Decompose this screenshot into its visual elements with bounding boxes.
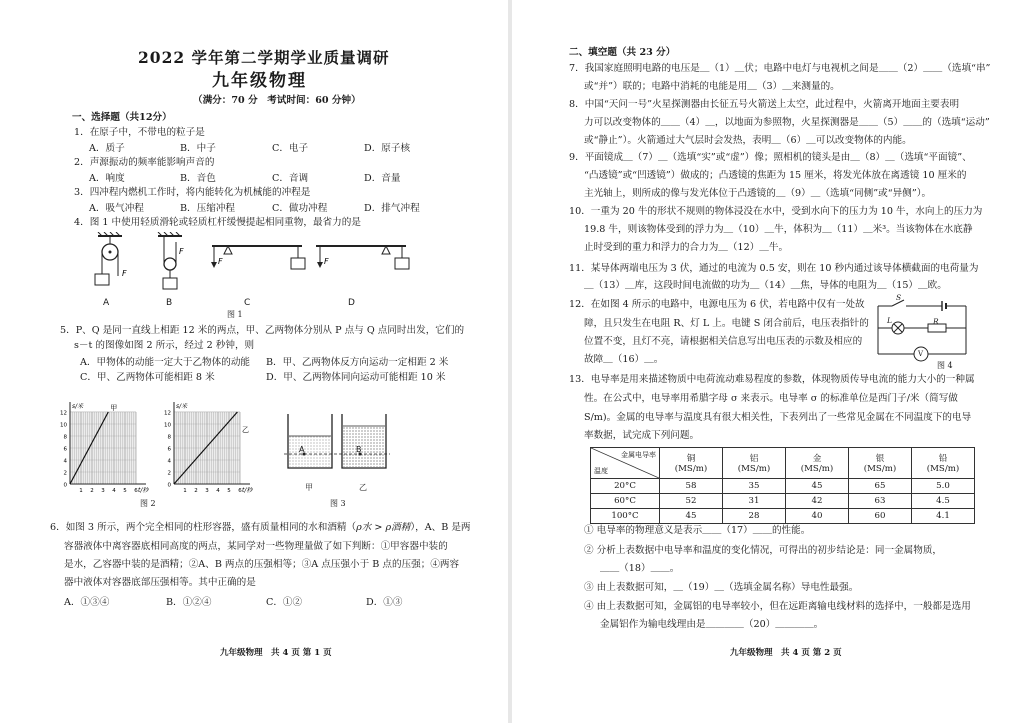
section-title-choice: 一、选择题（共12分） [72,112,172,123]
x-tick-label: 6 [238,488,242,494]
svg-text:F: F [324,257,329,266]
question-4-stem: 4．图 1 中使用轻质滑轮或轻质杠杆缓慢提起相同重物，最省力的是 [74,217,361,228]
col-header-silver: 银 (MS/m) [849,448,912,479]
question-11-line-1: 11．某导体两端电压为 3 伏，通过的电流为 0.5 安，则在 10 秒内通过该导体横截面的电荷量为 [569,263,979,274]
y-tick-label: 12 [60,410,67,417]
y-tick-label: 8 [63,434,67,441]
x-tick-label: 3 [205,488,209,494]
y-tick-label: 6 [63,446,67,453]
table-cell: 28 [723,509,786,524]
exam-page-2 [512,0,1024,723]
q3-option-b: B．压缩冲程 [180,203,236,214]
x-tick-label: 2 [90,488,94,494]
table-cell: 4.5 [912,494,975,509]
question-7-line-2: 或“并”）联的；电路中消耗的电能是用＿（3）＿来测量的。 [584,81,840,92]
table-cell: 4.1 [912,509,975,524]
table-cell: 35 [723,479,786,494]
question-10-line-1: 10．一重为 20 牛的形状不规则的物体浸没在水中，受到水向下的压力为 10 牛，水向上的压力为 [569,206,983,217]
table-cell: 65 [849,479,912,494]
x-axis-label: t/秒 [138,487,149,494]
question-11-line-2: ＿（13）＿库，这段时间电流做的功为＿（14）＿焦，导体的电阻为＿（15）＿欧。 [584,280,947,291]
y-tick-label: 10 [60,422,67,429]
q13-sub-1: ① 电导率的物理意义是表示＿＿（17）＿＿的性能。 [584,525,811,536]
y-tick-label: 10 [164,422,171,429]
q1-option-b: B．中子 [180,143,216,154]
question-13-line-1: 13．电导率是用来描述物质中电荷流动难易程度的参数，体现物质传导电流的能力大小的一种属 [569,374,975,385]
row-temp: 100°C [591,509,660,524]
table-cell: 42 [786,494,849,509]
q1-option-d: D．原子核 [364,143,411,154]
y-tick-label: 12 [164,410,171,417]
container-jia [288,414,332,468]
circuit-label-v: V [918,350,924,358]
q3-option-c: C．做功冲程 [272,203,328,214]
fig3-label-yi: 乙 [359,483,367,492]
q13-sub-2-line-1: ② 分析上表数据中电导率和温度的变化情况，可得出的初步结论是：同一金属物质， [584,545,943,556]
question-13-line-4: 率数据，试完成下列问题。 [584,430,700,441]
fig1-label-b: B [166,298,173,308]
question-10-line-2: 19.8 牛，则该物体受到的浮力为＿（10）＿牛，体积为＿（11）＿米³。当该物体在水底静 [584,224,973,235]
question-6-line-4: 器中液体对容器底部压强相等。其中正确的是 [64,577,256,588]
question-9-line-3: 主光轴上，则所成的像与发光体位于凸透镜的＿（9）＿（选填“同侧”或“异侧”）。 [584,188,932,199]
circuit-label-s: S [896,293,902,302]
y-tick-label: 8 [167,434,171,441]
y-tick-label: 0 [167,482,171,489]
question-8-line-1: 8．中国“天问一号”火星探测器由长征五号火箭送上太空，此过程中，火箭离开地面主要表明 [569,99,960,110]
circuit-label-r: R [933,317,939,326]
fig1-label-a: A [103,298,110,308]
x-tick-label: 5 [227,488,231,494]
question-6-line-1: 6．如图 3 所示，两个完全相同的柱形容器，盛有质量相同的水和酒精（ρ水 > ρ酒精），A、B 是两 [50,522,471,533]
figure-3-containers [280,412,400,484]
q3-option-d: D．排气冲程 [364,203,420,214]
y-tick-label: 4 [63,458,67,465]
fig1-option-b [158,232,184,289]
conductivity-table [590,447,975,524]
fig1-label-c: C [244,298,251,308]
x-tick-label: 4 [112,488,116,494]
x-tick-label: 1 [183,488,187,494]
question-13-line-3: S/m)。金属的电导率与温度具有很大相关性，下表列出了一些常见金属在不同温度下的电导 [584,412,972,423]
table-cell: 40 [786,509,849,524]
figure-4-circuit [870,292,974,372]
x-tick-label: 4 [216,488,220,494]
section-title-fill: 二、填空题（共 23 分） [569,47,676,58]
x-tick-label: 2 [194,488,198,494]
x-tick-label: 1 [79,488,83,494]
exam-info: （满分：70 分 考试时间：60 分钟） [193,95,361,106]
question-9-line-2: “凸透镜”或“凹透镜”）做成的；凸透镜的焦距为 15 厘米，将发光体放在离透镜 10 厘米的 [584,170,967,181]
q5-option-d: D．甲、乙两物体同向运动可能相距 10 米 [266,372,446,383]
exam-title: 2022 学年第二学期学业质量调研 [138,48,390,67]
table-cell: 31 [723,494,786,509]
question-8-line-3: 或“静止”）。火箭通过大气层时会发热，表明＿（6）＿可以改变物体的内能。 [584,135,912,146]
y-tick-label: 0 [63,482,67,489]
y-tick-label: 6 [167,446,171,453]
q5-option-a: A．甲物体的动能一定大于乙物体的动能 [80,357,251,368]
q13-sub-4-line-2: 金属铝作为输电线理由是＿＿＿＿（20）＿＿＿＿。 [600,619,824,630]
question-10-line-3: 止时受到的重力和浮力的合力为＿（12）＿牛。 [584,242,789,253]
col-header-copper: 铜 (MS/m) [660,448,723,479]
table-cell: 52 [660,494,723,509]
question-5-line-1: 5．P、Q 是同一直线上相距 12 米的两点，甲、乙两物体分别从 P 点与 Q 点同时出发，它们的 [60,325,465,336]
container-yi [342,414,386,468]
col-header-lead: 铅 (MS/m) [912,448,975,479]
figure-2-st-graphs [56,394,268,498]
x-tick-label: 5 [123,488,127,494]
y-axis-label: s/米 [176,403,188,410]
question-13-line-2: 性。在公式中，电导率用希腊字母 σ 来表示。电导率 σ 的标准单位是西门子/米（简写做 [584,393,958,404]
col-header-gold: 金 (MS/m) [786,448,849,479]
question-8-line-2: 力可以改变物体的＿＿（4）＿，以地面为参照物，火星探测器是＿＿（5）＿＿的（选填“运动” [584,117,990,128]
row-temp: 60°C [591,494,660,509]
x-tick-label: 6 [134,488,138,494]
q6-option-c: C．①② [266,597,303,608]
fig3-point-b: B [356,445,362,454]
question-12-line-3: 位置不变，且灯不亮，请根据相关信息写出电压表的示数及相应的 [584,336,863,347]
question-6-line-3: 是水，乙容器中装的是酒精；②A、B 两点的压强相等；③A 点压强小于 B 点的压强；④两容 [64,559,460,570]
fig3-label-jia: 甲 [305,483,313,492]
fig3-point-a: A [299,445,305,454]
table-cell: 5.0 [912,479,975,494]
q6-option-b: B．①②④ [166,597,212,608]
table-corner-cell: 金属电导率 温度 [591,448,660,479]
question-12-line-4: 故障＿（16）＿。 [584,354,664,365]
fig3-caption: 图 3 [330,499,346,508]
question-3-stem: 3．四冲程内燃机工作时，将内能转化为机械能的冲程是 [74,187,311,198]
q2-option-c: C．音调 [272,173,309,184]
question-1-stem: 1．在原子中，不带电的粒子是 [74,127,205,138]
table-row [591,479,975,494]
table-cell: 45 [660,509,723,524]
question-12-line-1: 12．在如图 4 所示的电路中，电源电压为 6 伏，若电路中仅有一处故 [569,299,865,310]
table-header-row [591,448,975,479]
q1-option-c: C．电子 [272,143,309,154]
page-2-footer: 九年级物理 共 4 页 第 2 页 [730,648,842,658]
x-axis-label: t/秒 [242,487,253,494]
y-tick-label: 2 [63,470,67,477]
fig1-caption: 图 1 [227,310,243,319]
fig1-option-c [211,246,305,269]
q6-option-a: A．①③④ [64,597,110,608]
graph-label: 乙 [242,426,249,435]
q13-sub-2-line-2: ＿＿（18）＿＿。 [600,563,680,574]
q13-sub-4-line-1: ④ 由上表数据可知，金属铝的电导率较小，但在远距离输电线材料的选择中，一般都是选用 [584,601,971,612]
q13-sub-3: ③ 由上表数据可知，＿（19）＿（选填金属名称）导电性最强。 [584,582,859,593]
q2-option-a: A．响度 [89,173,125,184]
table-row [591,494,975,509]
y-tick-label: 4 [167,458,171,465]
question-6-line-2: 容器液体中离容器底相同高度的两点，某同学对一些物理量做了如下判断：①甲容器中装的 [64,541,448,552]
question-5-line-2: s－t 的图像如图 2 所示，经过 2 秒钟，则 [74,340,255,351]
table-cell: 45 [786,479,849,494]
q5-option-b: B．甲、乙两物体反方向运动一定相距 2 米 [266,357,449,368]
q5-option-c: C．甲、乙两物体可能相距 8 米 [80,372,215,383]
fig2-caption: 图 2 [140,499,156,508]
y-tick-label: 2 [167,470,171,477]
question-2-stem: 2．声源振动的频率能影响声音的 [74,157,215,168]
circuit-label-l: L [887,316,892,325]
question-9-line-1: 9．平面镜成＿（7）＿（选填“实”或“虚”）像；照相机的镜头是由＿（8）＿（选填“平面镜”、 [569,152,972,163]
table-cell: 60 [849,509,912,524]
question-12-line-2: 障，且只发生在电阻 R、灯 L 上。电键 S 闭合前后，电压表指针的 [584,318,869,329]
page-1-footer: 九年级物理 共 4 页 第 1 页 [220,648,332,658]
x-tick-label: 3 [101,488,105,494]
q2-option-d: D．音量 [364,173,401,184]
table-cell: 58 [660,479,723,494]
col-header-aluminum: 铝 (MS/m) [723,448,786,479]
fig1-option-d [316,246,409,269]
fig1-label-d: D [348,298,355,308]
q2-option-b: B．音色 [180,173,216,184]
row-temp: 20°C [591,479,660,494]
svg-text:F: F [218,257,223,266]
fig1-option-a [95,232,127,285]
table-row [591,509,975,524]
st-graph-jia [60,402,149,494]
svg-text:F: F [179,247,184,256]
fig4-caption: 图 4 [937,361,953,370]
st-graph-yi [164,402,253,494]
exam-page-1 [0,0,508,723]
table-cell: 63 [849,494,912,509]
exam-subject: 九年级物理 [212,71,307,91]
y-axis-label: s/米 [72,403,84,410]
graph-label: 甲 [110,404,118,412]
q3-option-a: A．吸气冲程 [89,203,144,214]
question-7-line-1: 7．我国家庭照明电路的电压是＿（1）＿伏；电路中电灯与电视机之间是＿＿（2）＿＿（选填“串” [569,63,991,74]
svg-text:F: F [122,269,127,278]
q6-option-d: D．①③ [366,597,403,608]
q1-option-a: A．质子 [89,143,125,154]
